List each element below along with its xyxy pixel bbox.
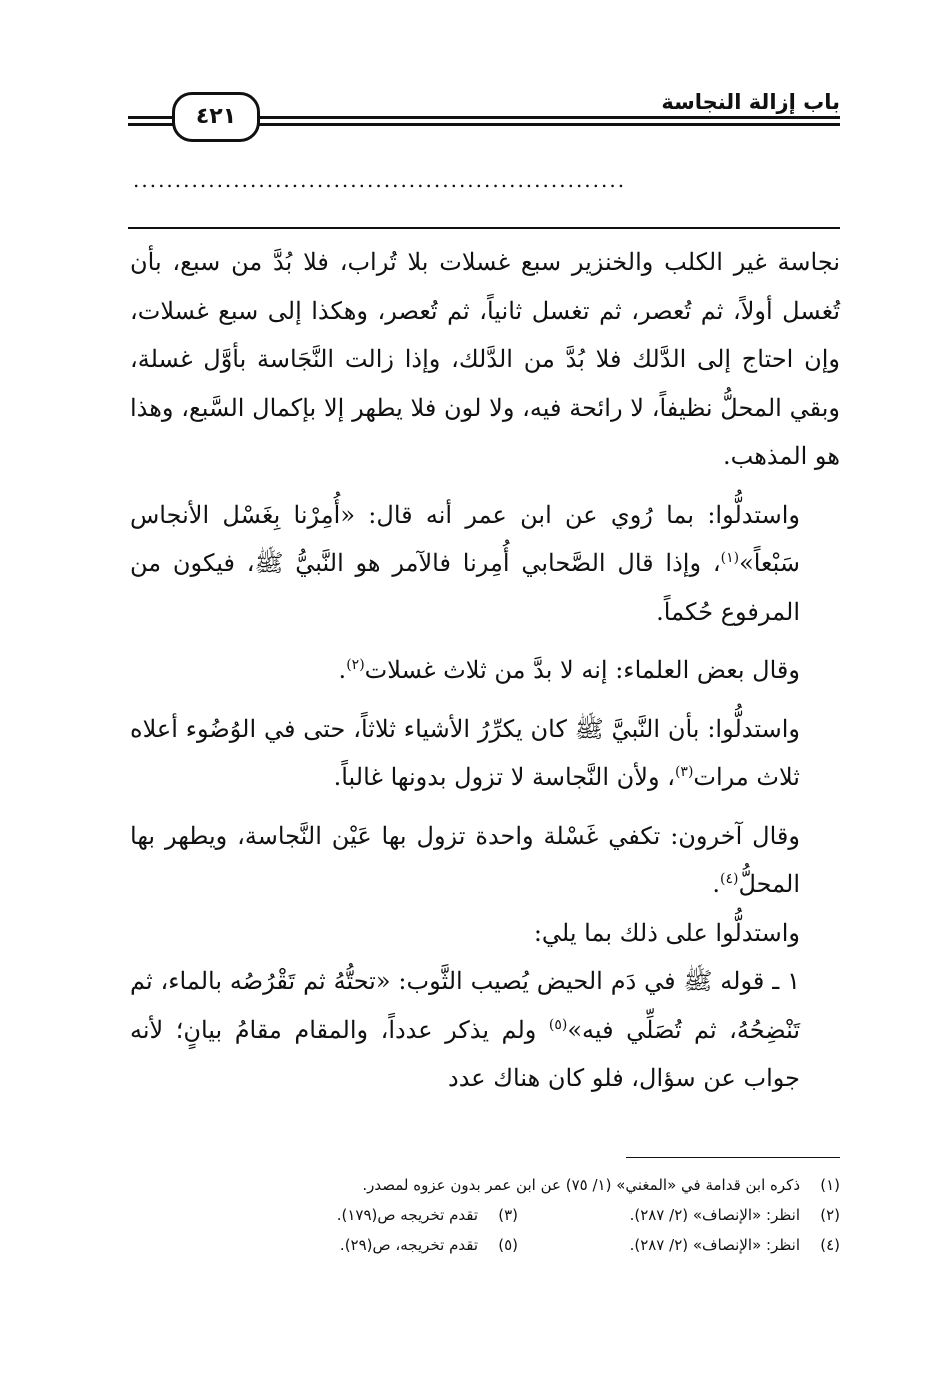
footnote-number: (٥) — [498, 1236, 518, 1254]
running-title: باب إزالة النجاسة — [661, 90, 840, 114]
page-number: ٤٢١ — [172, 92, 260, 142]
footnote-pair — [150, 1230, 840, 1260]
paragraph-text: نجاسة غير الكلب والخنزير سبع غسلات بلا تُراب، فلا بُدَّ من سبع، بأن تُغسل أولاً، ثم تُعصر، ثم تغسل ثانياً، ثم تُعصر، وهكذا إلى سبع غسلات، وإن احتاج إلى الدَّلك فلا بُدَّ من الدَّلك، وإذا زالت النَّجَاسة بأوَّل غسلة، وبقي المحلُّ نظيفاً، لا رائحة فيه، ولا لون فلا يطهر إلا بإكمال السَّبع، وهذا هو المذهب. — [130, 248, 840, 470]
footnote-ref: (٢) — [346, 657, 365, 673]
paragraph — [130, 491, 840, 637]
footnote-number: (٤) — [820, 1236, 840, 1254]
paragraph-text: واستدلُّوا: بأن النَّبيَّ ﷺ كان يكرِّرُ الأشياء ثلاثاً، حتى في الوُضُوء أعلاه ثلاث مرات — [130, 714, 800, 791]
paragraph-text: وقال بعض العلماء: إنه لا بدَّ من ثلاث غسلات — [364, 656, 800, 684]
page-header — [128, 86, 840, 150]
footnote-ref: (٤) — [720, 871, 739, 887]
paragraph-text: وقال آخرون: تكفي غَسْلة واحدة تزول بها عَيْن النَّجاسة، ويطهر بها المحلُّ — [130, 821, 800, 898]
footnote-number: (١) — [820, 1176, 840, 1194]
footnote-text: ذكره ابن قدامة في «المغني» (١/ ٧٥) عن ابن عمر بدون عزوه لمصدر. — [362, 1176, 800, 1194]
dotted-separator: ........................................................... — [133, 168, 627, 192]
paragraph-text: ، وإذا قال الصَّحابي أُمِرنا فالآمر هو النَّبيُّ ﷺ، فيكون من المرفوع حُكماً. — [130, 549, 800, 626]
paragraph-text: ١ ـ قوله ﷺ في دَم الحيض يُصيب الثَّوب: «تحتُّهُ ثم تَقْرُصُه بالماء، ثم تَنْضِحُهُ، ثم تُصَلِّي فيه» — [130, 967, 800, 1044]
paragraph-text: . — [338, 656, 347, 684]
footnote — [196, 1230, 518, 1260]
footnote-text: تقدم تخريجه ص(١٧٩). — [336, 1206, 478, 1224]
footnote-ref: (٥) — [548, 1016, 568, 1033]
footnote-pair — [150, 1200, 840, 1230]
footnote — [150, 1170, 840, 1200]
footnote — [196, 1200, 518, 1230]
paragraph — [130, 238, 840, 481]
footnote-rule — [626, 1157, 840, 1158]
paragraph-text: واستدلُّوا على ذلك بما يلي: — [533, 918, 800, 947]
paragraph — [130, 957, 840, 1103]
footnote-ref: (١) — [720, 550, 740, 566]
footnote-text: انظر: «الإنصاف» (٢/ ٢٨٧). — [629, 1236, 800, 1254]
footnote-text: تقدم تخريجه، ص(٢٩). — [339, 1236, 478, 1254]
footnotes — [150, 1170, 840, 1260]
paragraph — [130, 909, 840, 958]
paragraph — [130, 812, 840, 909]
main-text — [130, 238, 840, 1103]
footnote-text: انظر: «الإنصاف» (٢/ ٢٨٧). — [629, 1206, 800, 1224]
footnote-number: (٢) — [820, 1206, 840, 1224]
paragraph-text: . — [712, 870, 720, 898]
paragraph-text: واستدلُّوا: بما رُوي عن ابن عمر أنه قال: «أُمِرْنا بِغَسْل الأنجاس سَبْعاً» — [130, 500, 800, 577]
paragraph — [130, 705, 840, 802]
separator-line — [128, 227, 840, 229]
footnote — [518, 1200, 840, 1230]
paragraph-text: ولم يذكر عدداً، والمقام مقامُ بيانٍ؛ لأنه جواب عن سؤال، فلو كان هناك عدد — [130, 1015, 800, 1092]
footnote-number: (٣) — [498, 1206, 518, 1224]
footnote-ref: (٣) — [674, 764, 694, 780]
paragraph — [130, 646, 840, 695]
paragraph-text: ، ولأن النَّجاسة لا تزول بدونها غالباً. — [333, 763, 675, 791]
footnote — [518, 1230, 840, 1260]
